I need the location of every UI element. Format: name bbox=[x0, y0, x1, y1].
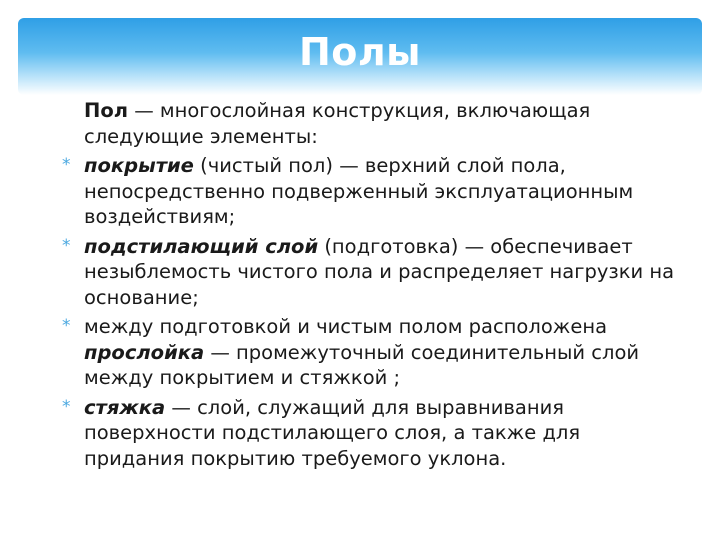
term-covering: покрытие bbox=[84, 154, 194, 177]
pre-interlayer: между подготовкой и чистым полом расположена bbox=[84, 315, 608, 338]
asterisk-bullet-icon: * bbox=[62, 155, 71, 175]
asterisk-bullet-icon: * bbox=[62, 396, 71, 417]
list-item-covering bbox=[62, 153, 684, 230]
text-interlayer: — промежуточный соединительный слой между покрытием и стяжкой ; bbox=[84, 340, 640, 389]
intro-text: — многослойная конструкция, включающая следующие элементы: bbox=[84, 99, 591, 148]
asterisk-bullet-icon: * bbox=[62, 316, 71, 336]
term-underlayer: подстилающий слой bbox=[84, 234, 319, 258]
text-covering: (чистый пол) — верхний слой пола, непосредственно подверженный эксплуатационным воздействиям; bbox=[84, 154, 634, 228]
term-screed: стяжка bbox=[84, 395, 166, 419]
list-item-underlayer bbox=[62, 234, 684, 311]
text-screed: — слой, служащий для выравнивания поверхности подстилающего слоя, а также для придания покрытию требуемого уклона. bbox=[84, 395, 581, 470]
list-item-interlayer bbox=[62, 314, 684, 391]
slide-title: Полы bbox=[298, 30, 422, 74]
term-interlayer: прослойка bbox=[84, 340, 205, 364]
slide-body bbox=[62, 98, 684, 475]
list-item-screed bbox=[62, 395, 684, 472]
intro-term: Пол bbox=[84, 99, 128, 122]
asterisk-bullet-icon: * bbox=[62, 235, 71, 256]
intro-paragraph bbox=[84, 98, 684, 149]
text-underlayer: (подготовка) — обеспечивает незыблемость чистого пола и распределяет нагрузки на основание; bbox=[84, 234, 675, 309]
